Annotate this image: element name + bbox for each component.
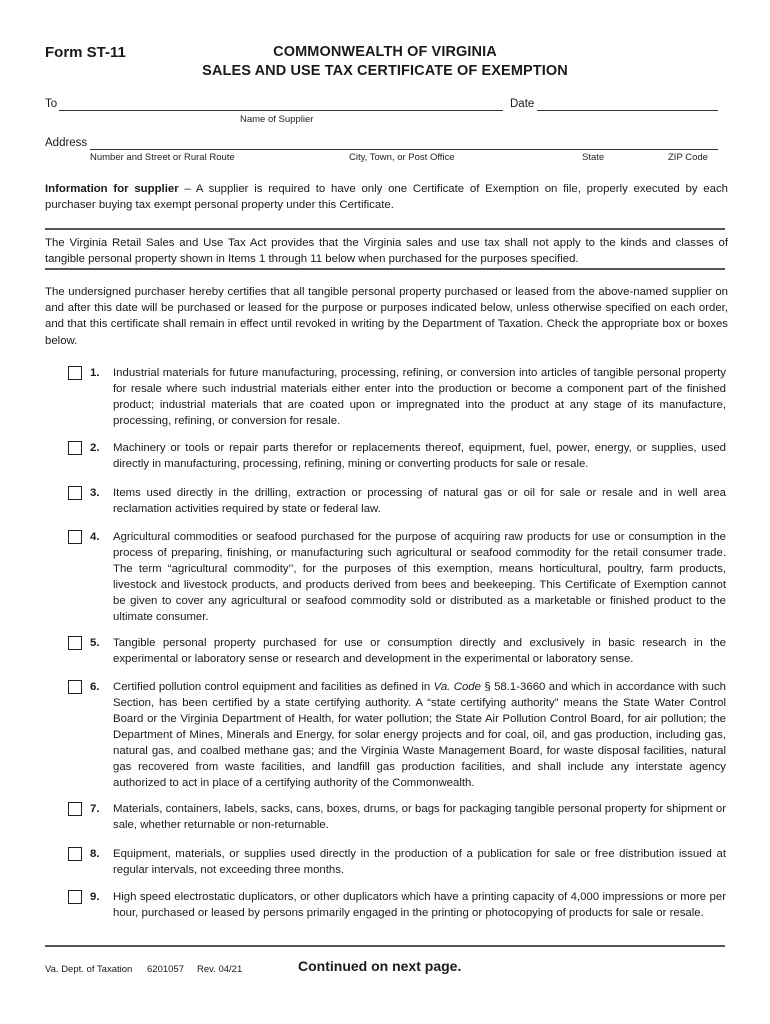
footer-revision: Rev. 04/21 bbox=[197, 964, 243, 975]
item-number: 3. bbox=[90, 487, 100, 499]
item-number: 5. bbox=[90, 637, 100, 649]
zip-caption: ZIP Code bbox=[668, 152, 708, 163]
supplier-name-input[interactable] bbox=[62, 97, 500, 110]
city-caption: City, Town, or Post Office bbox=[349, 152, 455, 163]
item-text: Industrial materials for future manufacturing, processing, refining, or conversion into articles of tangible personal property for resale where such industrial materials either enter into the production or become a component part of the finished product; industrial materials that are coated upon or impregnated into the product at any stage of its manufacture, processing, refining, or conversion for resale. bbox=[113, 367, 726, 427]
divider-top bbox=[45, 228, 725, 230]
item-number: 9. bbox=[90, 891, 100, 903]
divider-bottom bbox=[45, 268, 725, 270]
item-text: Equipment, materials, or supplies used directly in the production of a publication for sale or free distribution issued at regular intervals, not exceeding three months. bbox=[113, 848, 726, 876]
footer-form-code: 6201057 bbox=[147, 964, 184, 975]
item-2-checkbox[interactable] bbox=[68, 441, 82, 455]
date-input[interactable] bbox=[540, 97, 715, 110]
item-6-text-pre: Certified pollution control equipment and facilities as defined in bbox=[113, 681, 434, 693]
item-9-checkbox[interactable] bbox=[68, 890, 82, 904]
item-6-text-post: § 58.1-3660 and which in accordance with such Section, has been certified by a state certifying authority. A “state certifying authority” means the State Water Control Board or the Virginia Department of Health, for water pollution; the State Air Pollution Control Board, for air pollution; the Department of Mines, Minerals and Energy, for solar energy projects and for coal, oil, and gas production, including gas, natural gas, and coalbed methane gas; and the Virginia Waste Management Board, for waste disposal facilities, natural gas recovered from waste facilities, and landfill gas production facilities, and shall include any interstate agency authorized to act in place of a certifying authority of the Commonwealth. bbox=[113, 681, 727, 789]
item-6-text-italic: Va. Code bbox=[433, 681, 481, 693]
item-number: 4. bbox=[90, 531, 100, 543]
item-text: Items used directly in the drilling, extraction or processing of natural gas or oil for sale or resale and in well area reclamation activities required by state or federal law. bbox=[113, 487, 726, 515]
item-text bbox=[113, 679, 726, 791]
address-underline bbox=[90, 149, 718, 150]
item-text: Machinery or tools or repair parts therefor or replacements thereof, equipment, fuel, power, energy, or supplies, used directly in manufacturing, processing, refining, mining or converting products for sale or resale. bbox=[113, 442, 726, 470]
state-caption: State bbox=[582, 152, 605, 163]
form-id: Form ST-11 bbox=[45, 44, 126, 61]
supplier-info-heading: Information for supplier bbox=[45, 183, 179, 195]
item-number: 1. bbox=[90, 367, 100, 379]
date-label: Date bbox=[510, 98, 535, 110]
item-number: 2. bbox=[90, 442, 100, 454]
item-text: Tangible personal property purchased for use or consumption directly and exclusively in basic research in the experimental or laboratory sense or research and development in the experimental or laboratory sense. bbox=[113, 637, 726, 665]
footer-dept: Va. Dept. of Taxation bbox=[45, 964, 133, 975]
item-text: Materials, containers, labels, sacks, cans, boxes, drums, or bags for packaging tangible personal property for shipment or sale, whether returnable or non-returnable. bbox=[113, 803, 726, 831]
act-text: The Virginia Retail Sales and Use Tax Act provides that the Virginia sales and use tax shall not apply to the kinds and classes of tangible personal property shown in Items 1 through 11 below when purchased for the purposes specified. bbox=[45, 237, 728, 266]
address-input[interactable] bbox=[93, 136, 715, 149]
supplier-caption: Name of Supplier bbox=[240, 114, 314, 125]
item-number: 6. bbox=[90, 681, 100, 693]
item-text: Agricultural commodities or seafood purchased for the purpose of acquiring raw products for use or consumption in the process of preparing, finishing, or manufacturing such agricultural or seafood commodity for the retail consumer trade. The term “agricultural commodity’’, for the purposes of this exemption, means horticultural, poultry, farm products, livestock and livestock products, and products derived from bees and beekeeping. This Certificate of Exemption cannot be given to cover any agricultural or seafood commodity sold or distributed as a marketable or finished product to the ultimate consumer. bbox=[113, 531, 726, 623]
supplier-info-text: – A supplier is required to have only one Certificate of Exemption on file, properly executed by each purchaser buying tax exempt personal property under this Certificate. bbox=[45, 183, 728, 212]
supplier-info bbox=[45, 181, 728, 213]
item-3-checkbox[interactable] bbox=[68, 486, 82, 500]
item-5-checkbox[interactable] bbox=[68, 636, 82, 650]
continued-notice: Continued on next page. bbox=[298, 958, 462, 974]
page-title: COMMONWEALTH OF VIRGINIA bbox=[273, 44, 497, 60]
page-subtitle: SALES AND USE TAX CERTIFICATE OF EXEMPTION bbox=[202, 63, 568, 79]
item-4-checkbox[interactable] bbox=[68, 530, 82, 544]
item-7-checkbox[interactable] bbox=[68, 802, 82, 816]
item-1-checkbox[interactable] bbox=[68, 366, 82, 380]
item-number: 7. bbox=[90, 803, 100, 815]
to-label: To bbox=[45, 98, 58, 110]
date-underline bbox=[537, 110, 718, 111]
address-label: Address bbox=[45, 137, 88, 149]
item-6-checkbox[interactable] bbox=[68, 680, 82, 694]
item-8-checkbox[interactable] bbox=[68, 847, 82, 861]
to-underline bbox=[59, 110, 503, 111]
item-text: High speed electrostatic duplicators, or other duplicators which have a printing capacity of 4,000 impressions or more per hour, purchased or leased by persons primarily engaged in the printing or photocopying of products for sale or resale. bbox=[113, 891, 726, 919]
footer-divider bbox=[45, 945, 725, 947]
certify-text: The undersigned purchaser hereby certifies that all tangible personal property purchased or leased from the above-named supplier on and after this date will be purchased or leased for the purpose or purposes indicated below, unless otherwise specified on each order, and that this certificate shall remain in effect until revoked in writing by the Department of Taxation. Check the appropriate box or boxes below. bbox=[45, 286, 728, 347]
item-number: 8. bbox=[90, 848, 100, 860]
street-caption: Number and Street or Rural Route bbox=[90, 152, 235, 163]
